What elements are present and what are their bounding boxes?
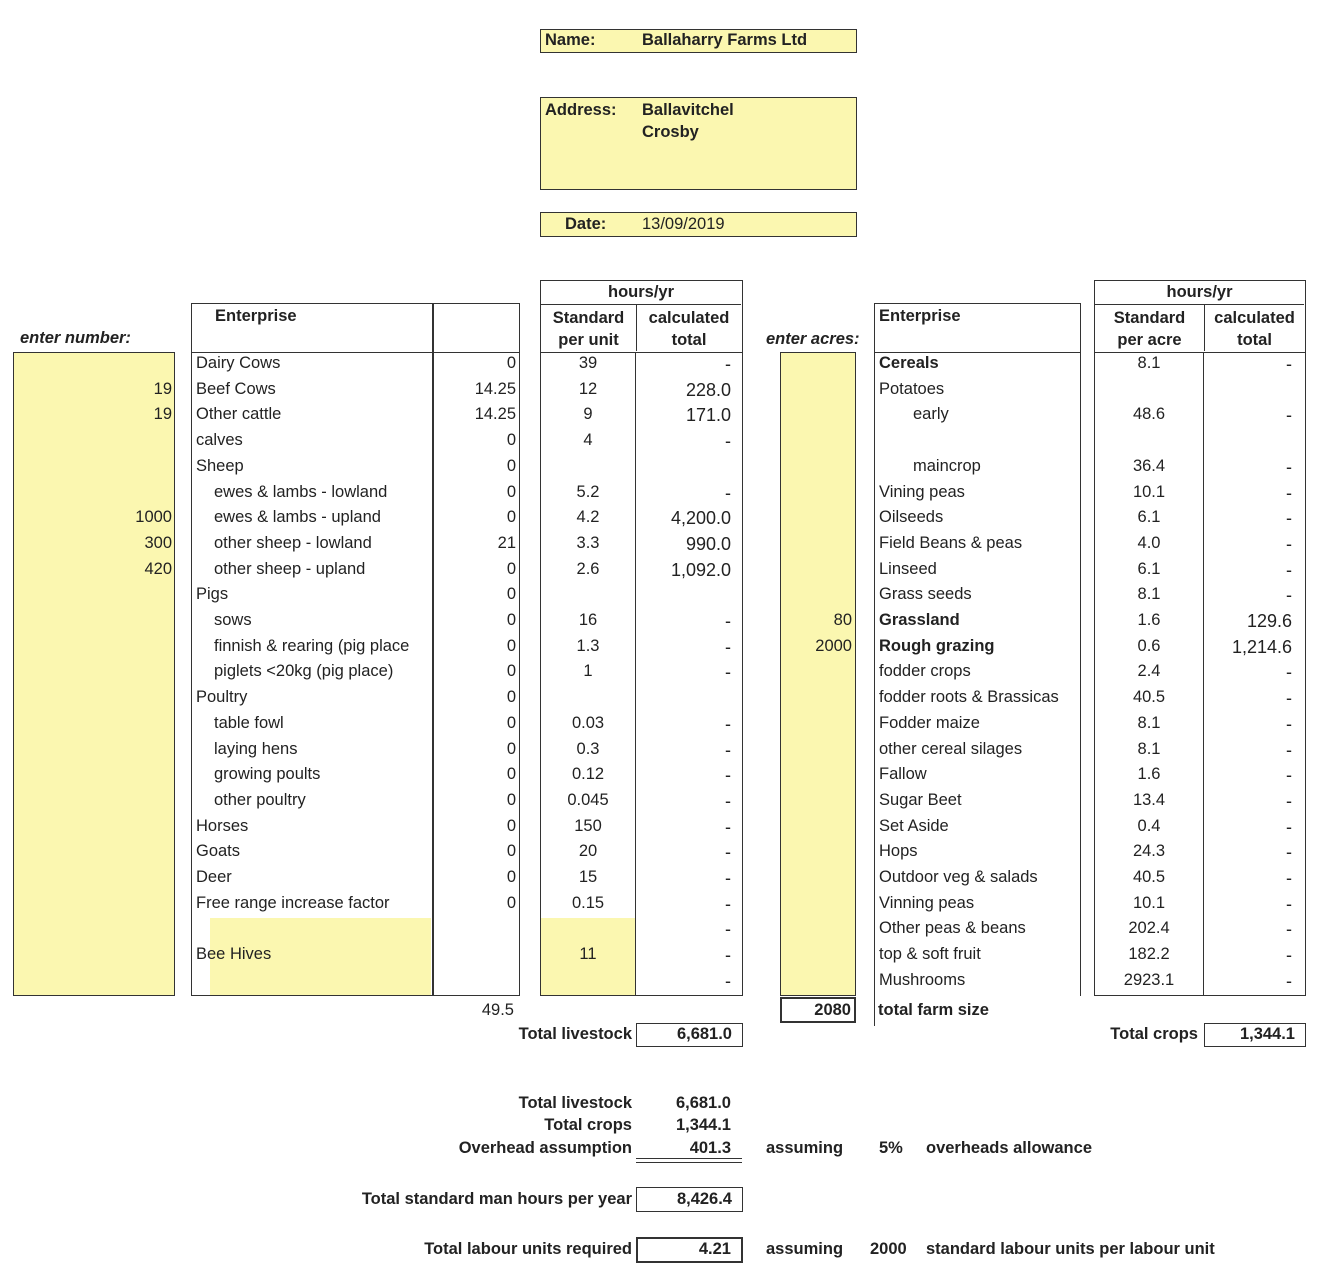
crops-input-cell[interactable]: 2000	[815, 636, 852, 655]
livestock-std-cell: 0.12	[571, 765, 605, 784]
livestock-std-cell: 1	[583, 662, 593, 681]
livestock-enterprise-label: growing poults	[214, 765, 321, 784]
crops-enterprise-label: Vining peas	[879, 482, 965, 501]
address-box[interactable]	[540, 97, 857, 190]
livestock-factor-cell: 0	[506, 713, 516, 732]
livestock-std-cell: 15	[578, 868, 598, 886]
std-header-1: Standard	[1113, 309, 1186, 327]
crops-enterprise-label: Fallow	[879, 765, 927, 784]
labour-units-box	[636, 1237, 743, 1263]
livestock-factor-cell: 0	[506, 508, 516, 527]
crops-calc-cell: 1,214.6	[1231, 636, 1292, 657]
livestock-enterprise-label: Poultry	[196, 688, 248, 707]
crops-std-cell: 0.6	[1137, 636, 1161, 655]
livestock-std-cell: 0.3	[576, 739, 600, 758]
crops-enterprise-label: Vinning peas	[879, 893, 975, 912]
livestock-std-cell: 11	[579, 945, 597, 964]
livestock-input-cell[interactable]: 19	[153, 405, 172, 424]
crops-std-cell: 36.4	[1132, 456, 1166, 475]
crops-enterprise-label: Fodder maize	[879, 713, 980, 732]
total-crops-label: Total crops	[1110, 1025, 1198, 1043]
farm-size-box	[780, 997, 856, 1023]
labour-units-label: Total labour units required	[424, 1240, 632, 1258]
crops-calc-cell: -	[1286, 482, 1292, 503]
crops-calc-cell: -	[1286, 893, 1292, 914]
calc-header-2: total	[671, 331, 707, 349]
double-underline	[636, 1158, 742, 1163]
livestock-enterprise-label: Deer	[196, 868, 232, 886]
total-livestock-value: 6,681.0	[676, 1025, 732, 1043]
crops-enterprise-label: Sugar Beet	[879, 790, 962, 809]
man-hours-box	[636, 1187, 743, 1212]
crops-enterprise-label: Cereals	[879, 354, 939, 372]
crops-calc-cell: -	[1286, 868, 1292, 888]
livestock-enterprise-label: Goats	[196, 842, 241, 861]
calc-header-1: calculated	[1214, 309, 1295, 327]
livestock-calc-cell: -	[725, 970, 731, 991]
livestock-input-column[interactable]	[13, 352, 175, 996]
livestock-factor-cell: 14.25	[474, 405, 516, 424]
livestock-calc-cell: -	[725, 739, 731, 760]
std-header-2: per unit	[558, 331, 619, 349]
livestock-std-cell: 12	[578, 379, 598, 398]
livestock-factor-cell: 0	[506, 662, 516, 681]
summary-crops-label: Total crops	[544, 1116, 632, 1134]
livestock-calc-cell: 990.0	[685, 533, 731, 554]
crops-input-cell[interactable]: 80	[833, 611, 852, 629]
calc-header-2: total	[1237, 331, 1272, 349]
crops-std-cell: 8.1	[1137, 739, 1161, 758]
livestock-calc-cell: -	[725, 482, 731, 503]
livestock-std-cell: 4	[583, 431, 593, 450]
crops-std-cell: 8.1	[1137, 713, 1161, 732]
crops-std-cell: 10.1	[1132, 893, 1166, 912]
enter-acres-label: enter acres:	[766, 330, 860, 348]
crops-enterprise-label: Rough grazing	[879, 636, 995, 655]
crops-enterprise-label: Other peas & beans	[879, 919, 1026, 938]
livestock-calc-cell: 228.0	[685, 379, 731, 400]
livestock-enterprise-label: piglets <20kg (pig place)	[214, 662, 394, 681]
crops-std-cell: 24.3	[1132, 842, 1166, 861]
crops-std-cell: 40.5	[1132, 688, 1166, 707]
crops-enterprise-label: Set Aside	[879, 816, 949, 835]
livestock-factor-cell: 0	[506, 431, 516, 450]
livestock-enterprise-label: sows	[214, 611, 252, 629]
crops-enterprise-label: Oilseeds	[879, 508, 944, 527]
livestock-enterprise-label: other poultry	[214, 790, 306, 809]
crops-calc-cell: -	[1286, 662, 1292, 683]
livestock-enterprise-label: calves	[196, 431, 243, 450]
overhead-text: overheads allowance	[926, 1139, 1092, 1157]
livestock-calc-cell: -	[725, 636, 731, 657]
livestock-enterprise-label: Sheep	[196, 456, 244, 475]
name-label: Name:	[545, 31, 596, 49]
farm-size-value: 2080	[814, 1001, 851, 1019]
crops-calc-cell: -	[1286, 688, 1292, 709]
address-label: Address:	[545, 101, 617, 119]
crops-std-cell: 13.4	[1132, 790, 1166, 809]
livestock-enterprise-label: Dairy Cows	[196, 354, 281, 372]
livestock-factor-cell: 0	[506, 456, 516, 475]
livestock-calc-cell: -	[725, 611, 731, 631]
livestock-enterprise-label: other sheep - upland	[214, 559, 366, 578]
date-label: Date:	[565, 215, 607, 233]
crops-std-cell: 1.6	[1137, 611, 1161, 629]
livestock-calc-cell: -	[725, 945, 731, 966]
crops-calc-cell: -	[1286, 559, 1292, 580]
livestock-calc-cell: -	[725, 816, 731, 837]
crops-enterprise-label: Potatoes	[879, 379, 945, 398]
livestock-std-cell: 150	[574, 816, 602, 835]
livestock-enterprise-label: other sheep - lowland	[214, 533, 372, 552]
livestock-std-cell: 5.2	[576, 482, 600, 501]
livestock-calc-cell: -	[725, 868, 731, 888]
livestock-hours-header	[540, 280, 743, 353]
crops-calc-cell: -	[1286, 765, 1292, 786]
crops-calc-cell: -	[1286, 919, 1292, 940]
crops-calc-cell: -	[1286, 842, 1292, 863]
hours-header: hours/yr	[1166, 283, 1233, 301]
livestock-enterprise-label: Pigs	[196, 585, 229, 604]
crops-std-cell: 202.4	[1128, 919, 1170, 938]
livestock-std-cell: 0.03	[571, 713, 605, 732]
crops-hours-header	[1094, 280, 1306, 353]
enterprise-header-label: Enterprise	[879, 307, 961, 325]
crops-enterprise-label: Grass seeds	[879, 585, 972, 604]
labour-std-text: standard labour units per labour unit	[926, 1240, 1215, 1258]
crops-std-cell: 48.6	[1132, 405, 1166, 424]
livestock-input-cell[interactable]: 1000	[135, 508, 172, 527]
farm-size-label: total farm size	[878, 1001, 989, 1019]
crops-std-cell: 2.4	[1137, 662, 1161, 681]
livestock-std-cell: 39	[578, 354, 598, 372]
crops-std-cell: 10.1	[1132, 482, 1166, 501]
livestock-enterprise-label: Horses	[196, 816, 249, 835]
livestock-factor-cell: 0	[506, 559, 516, 578]
overhead-percent: 5%	[879, 1139, 903, 1157]
summary-livestock-label: Total livestock	[518, 1094, 632, 1112]
livestock-enterprise-label: Free range increase factor	[196, 893, 390, 912]
total-livestock-label: Total livestock	[518, 1025, 632, 1043]
crops-calc-cell: -	[1286, 456, 1292, 477]
crops-calc-cell: 129.6	[1246, 611, 1292, 631]
livestock-calc-cell: -	[725, 431, 731, 452]
crops-std-cell: 0.4	[1137, 816, 1161, 835]
crops-enterprise-label: Grassland	[879, 611, 960, 629]
livestock-std-cell: 20	[578, 842, 598, 861]
livestock-input-cell[interactable]: 420	[144, 559, 172, 578]
livestock-enterprise-label: finnish & rearing (pig place	[214, 636, 410, 655]
livestock-factor-cell: 0	[506, 842, 516, 861]
crops-calc-cell: -	[1286, 790, 1292, 811]
summary-livestock-value: 6,681.0	[675, 1094, 731, 1112]
crops-calc-cell: -	[1286, 816, 1292, 837]
man-hours-label: Total standard man hours per year	[361, 1190, 632, 1208]
calc-header-1: calculated	[648, 309, 730, 327]
name-value: Ballaharry Farms Ltd	[642, 31, 808, 49]
livestock-enterprise-label: Beef Cows	[196, 379, 276, 398]
livestock-enterprise-label: ewes & lambs - upland	[214, 508, 381, 527]
labour-std-value: 2000	[870, 1240, 907, 1258]
labour-assuming: assuming	[766, 1240, 844, 1258]
livestock-std-cell: 0.045	[567, 790, 609, 809]
crops-std-cell: 4.0	[1137, 533, 1161, 552]
livestock-enterprise-label: Bee Hives	[196, 945, 272, 964]
livestock-calc-cell: -	[725, 662, 731, 683]
crops-enterprise-label: Mushrooms	[879, 970, 966, 989]
livestock-input-cell[interactable]: 19	[153, 379, 172, 398]
std-header-1: Standard	[552, 309, 625, 327]
factor-total: 49.5	[481, 1001, 514, 1019]
livestock-factor-cell: 0	[506, 354, 516, 372]
crops-enterprise-header	[874, 303, 1081, 353]
crops-calc-cell: -	[1286, 405, 1292, 426]
livestock-std-cell: 3.3	[576, 533, 600, 552]
crops-std-cell: 182.2	[1128, 945, 1170, 964]
total-crops-box	[1204, 1023, 1306, 1047]
crops-enterprise-label: other cereal silages	[879, 739, 1023, 758]
livestock-std-cell: 9	[583, 405, 593, 424]
livestock-factor-cell: 0	[506, 611, 516, 629]
livestock-std-cell: 0.15	[571, 893, 605, 912]
livestock-enterprise-label: ewes & lambs - lowland	[214, 482, 388, 501]
date-value: 13/09/2019	[642, 215, 725, 233]
overhead-label: Overhead assumption	[458, 1139, 632, 1157]
livestock-factor-cell: 0	[506, 739, 516, 758]
crops-calc-cell: -	[1286, 945, 1292, 966]
crops-input-column[interactable]	[780, 352, 856, 996]
crops-enterprise-label: Hops	[879, 842, 918, 861]
livestock-factor-cell: 21	[497, 533, 516, 552]
livestock-enterprise-label: laying hens	[214, 739, 298, 758]
crops-calc-cell: -	[1286, 739, 1292, 760]
livestock-factor-cell: 0	[506, 893, 516, 912]
name-box[interactable]	[540, 29, 857, 53]
crops-calc-cell: -	[1286, 354, 1292, 374]
livestock-factor-cell: 0	[506, 868, 516, 886]
livestock-calc-cell: 171.0	[685, 405, 731, 426]
crops-enterprise-label: maincrop	[913, 456, 981, 475]
livestock-calc-cell: -	[725, 919, 731, 940]
livestock-factor-cell: 14.25	[474, 379, 516, 398]
livestock-calc-cell: -	[725, 893, 731, 914]
crops-enterprise-label: Outdoor veg & salads	[879, 868, 1038, 886]
address-line-2: Crosby	[642, 123, 699, 141]
livestock-calc-cell: 4,200.0	[670, 508, 731, 529]
crops-std-cell: 6.1	[1137, 559, 1161, 578]
crops-calc-cell: -	[1286, 713, 1292, 734]
overhead-assuming: assuming	[766, 1139, 844, 1157]
labour-units-value: 4.21	[698, 1240, 731, 1258]
crops-enterprise-label: fodder roots & Brassicas	[879, 688, 1059, 707]
livestock-std-cell: 16	[578, 611, 598, 629]
crops-calc-cell: -	[1286, 585, 1292, 606]
address-line-1: Ballavitchel	[642, 101, 734, 119]
livestock-std-cell: 2.6	[576, 559, 600, 578]
livestock-std-cell: 4.2	[576, 508, 600, 527]
std-header-2: per acre	[1117, 331, 1182, 349]
hours-header: hours/yr	[607, 283, 675, 301]
livestock-factor-cell: 0	[506, 636, 516, 655]
date-box[interactable]	[540, 212, 857, 237]
crops-enterprise-label: Field Beans & peas	[879, 533, 1023, 552]
livestock-enterprise-label: table fowl	[214, 713, 284, 732]
livestock-enterprise-label: Other cattle	[196, 405, 282, 424]
livestock-input-cell[interactable]: 300	[144, 533, 172, 552]
livestock-factor-cell: 0	[506, 790, 516, 809]
enterprise-header-label: Enterprise	[215, 307, 297, 325]
livestock-calc-cell: -	[725, 354, 731, 374]
total-livestock-box	[636, 1023, 743, 1047]
livestock-std-cell: 1.3	[576, 636, 600, 655]
summary-crops-value: 1,344.1	[675, 1116, 731, 1134]
man-hours-value: 8,426.4	[676, 1190, 732, 1208]
crops-std-cell: 2923.1	[1123, 970, 1175, 989]
crops-std-cell: 8.1	[1137, 354, 1161, 372]
overhead-value: 401.3	[689, 1139, 731, 1157]
livestock-calc-cell: -	[725, 713, 731, 734]
livestock-factor-cell: 0	[506, 688, 516, 707]
crops-enterprise-label: Linseed	[879, 559, 937, 578]
livestock-calc-cell: 1,092.0	[670, 559, 731, 580]
crops-std-cell: 6.1	[1137, 508, 1161, 527]
crops-enterprise-label: early	[913, 405, 949, 424]
crops-std-cell: 1.6	[1137, 765, 1161, 784]
livestock-factor-cell: 0	[506, 585, 516, 604]
enter-number-label: enter number:	[20, 329, 131, 347]
livestock-calc-cell: -	[725, 842, 731, 863]
livestock-factor-cell: 0	[506, 816, 516, 835]
crops-enterprise-label: top & soft fruit	[879, 945, 981, 964]
livestock-calc-cell: -	[725, 765, 731, 786]
livestock-factor-cell: 0	[506, 765, 516, 784]
crops-enterprise-label: fodder crops	[879, 662, 971, 681]
crops-calc-cell: -	[1286, 533, 1292, 554]
crops-std-cell: 40.5	[1132, 868, 1166, 886]
crops-calc-cell: -	[1286, 508, 1292, 529]
crops-calc-cell: -	[1286, 970, 1292, 991]
total-crops-value: 1,344.1	[1239, 1025, 1295, 1043]
livestock-factor-cell: 0	[506, 482, 516, 501]
livestock-enterprise-header	[191, 303, 520, 353]
livestock-calc-cell: -	[725, 790, 731, 811]
crops-std-cell: 8.1	[1137, 585, 1161, 604]
